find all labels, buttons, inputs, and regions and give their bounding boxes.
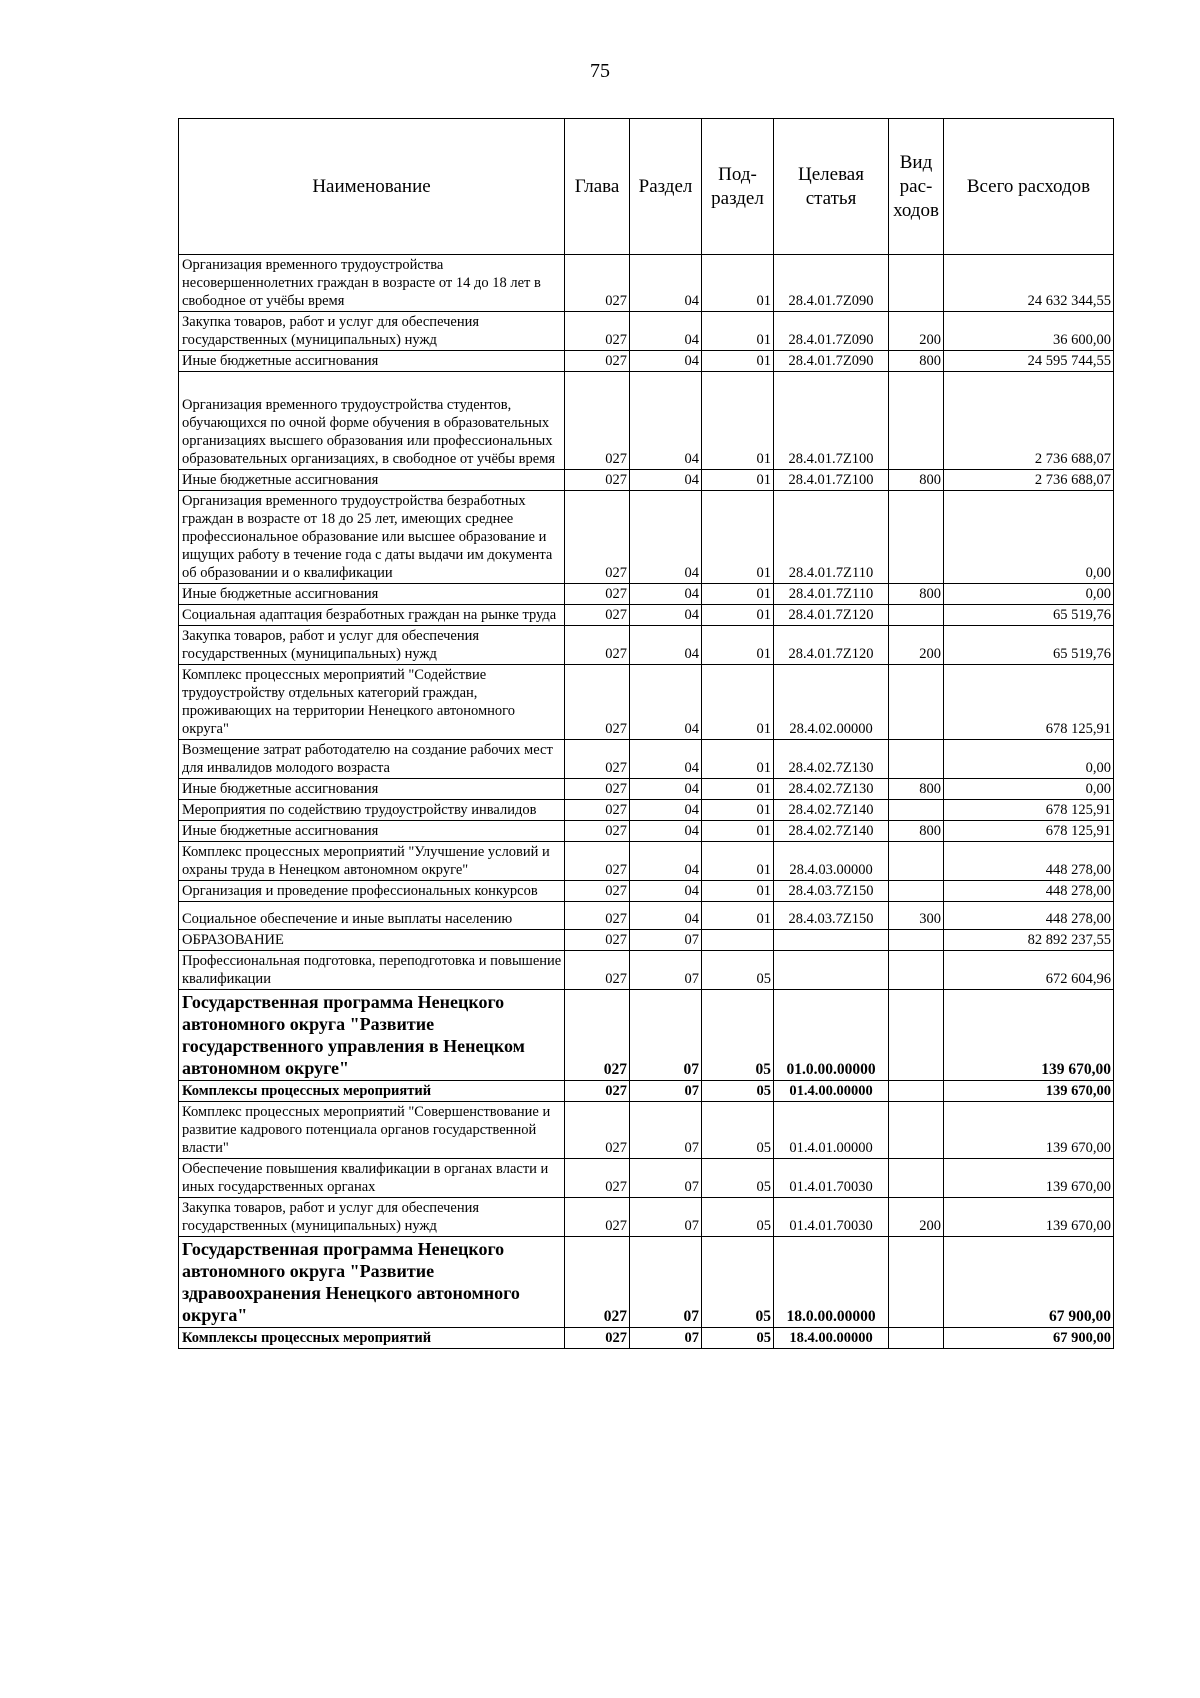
table-row [179, 881, 1114, 902]
table-row [179, 740, 1114, 779]
row-name: Государственная программа Ненецкого автономного округа "Развитие государственного управления в Ненецком автономном округе" [179, 990, 565, 1081]
row-glava: 027 [565, 584, 630, 605]
row-podrazdel: 01 [702, 902, 774, 930]
row-razdel: 04 [630, 842, 702, 881]
row-glava: 027 [565, 665, 630, 740]
row-total: 448 278,00 [944, 881, 1114, 902]
row-podrazdel: 01 [702, 351, 774, 372]
row-glava: 027 [565, 470, 630, 491]
page-number: 75 [590, 60, 610, 82]
row-glava: 027 [565, 605, 630, 626]
row-vid [889, 1237, 944, 1328]
row-name: Комплексы процессных мероприятий [179, 1081, 565, 1102]
row-total: 65 519,76 [944, 626, 1114, 665]
row-glava: 027 [565, 881, 630, 902]
row-podrazdel: 01 [702, 821, 774, 842]
row-podrazdel: 05 [702, 1328, 774, 1349]
row-statya: 01.4.01.70030 [774, 1159, 889, 1198]
row-vid [889, 1102, 944, 1159]
header-total: Всего расходов [944, 119, 1114, 255]
row-statya: 18.4.00.00000 [774, 1328, 889, 1349]
row-razdel: 07 [630, 1198, 702, 1237]
row-glava: 027 [565, 255, 630, 312]
row-name: Профессиональная подготовка, переподготовка и повышение квалификации [179, 951, 565, 990]
table-row [179, 1328, 1114, 1349]
row-razdel: 04 [630, 470, 702, 491]
row-total: 139 670,00 [944, 1159, 1114, 1198]
row-razdel: 07 [630, 951, 702, 990]
row-name: Комплексы процессных мероприятий [179, 1328, 565, 1349]
row-name: Закупка товаров, работ и услуг для обеспечения государственных (муниципальных) нужд [179, 312, 565, 351]
row-razdel: 04 [630, 881, 702, 902]
row-podrazdel: 01 [702, 665, 774, 740]
row-razdel: 04 [630, 740, 702, 779]
row-podrazdel: 01 [702, 584, 774, 605]
row-glava: 027 [565, 902, 630, 930]
row-vid [889, 951, 944, 990]
table-row [179, 902, 1114, 930]
row-glava: 027 [565, 1081, 630, 1102]
row-podrazdel: 01 [702, 470, 774, 491]
row-name: Организация временного трудоустройства безработных граждан в возрасте от 18 до 25 лет, имеющих среднее профессиональное образование или высшее образование и ищущих работу в течение года с даты выдачи им документа об образовании и о квалификации [179, 491, 565, 584]
row-podrazdel: 01 [702, 372, 774, 470]
row-podrazdel [702, 930, 774, 951]
table-row [179, 1237, 1114, 1328]
row-total: 672 604,96 [944, 951, 1114, 990]
header-row [179, 119, 1114, 255]
row-razdel: 04 [630, 372, 702, 470]
row-statya: 28.4.02.7Z140 [774, 821, 889, 842]
row-name: Социальное обеспечение и иные выплаты населению [179, 902, 565, 930]
row-vid [889, 800, 944, 821]
row-razdel: 07 [630, 1328, 702, 1349]
row-podrazdel: 01 [702, 626, 774, 665]
row-razdel: 07 [630, 1159, 702, 1198]
row-razdel: 07 [630, 1237, 702, 1328]
row-razdel: 04 [630, 902, 702, 930]
row-total: 678 125,91 [944, 800, 1114, 821]
header-glava: Глава [565, 119, 630, 255]
row-podrazdel: 05 [702, 1102, 774, 1159]
row-total: 36 600,00 [944, 312, 1114, 351]
row-statya [774, 930, 889, 951]
row-name: Комплекс процессных мероприятий "Совершенствование и развитие кадрового потенциала органов государственной власти" [179, 1102, 565, 1159]
row-name: Государственная программа Ненецкого автономного округа "Развитие здравоохранения Ненецкого автономного округа" [179, 1237, 565, 1328]
row-vid: 800 [889, 584, 944, 605]
row-name: Комплекс процессных мероприятий "Улучшение условий и охраны труда в Ненецком автономном округе" [179, 842, 565, 881]
row-razdel: 07 [630, 990, 702, 1081]
row-razdel: 04 [630, 605, 702, 626]
row-glava: 027 [565, 491, 630, 584]
row-podrazdel: 01 [702, 255, 774, 312]
row-statya: 28.4.02.7Z130 [774, 740, 889, 779]
row-glava: 027 [565, 740, 630, 779]
row-razdel: 04 [630, 312, 702, 351]
row-podrazdel: 05 [702, 951, 774, 990]
row-statya: 28.4.01.7Z100 [774, 372, 889, 470]
row-glava: 027 [565, 1159, 630, 1198]
table-row [179, 1198, 1114, 1237]
row-glava: 027 [565, 1328, 630, 1349]
row-total: 0,00 [944, 491, 1114, 584]
row-vid [889, 1328, 944, 1349]
row-name: Закупка товаров, работ и услуг для обеспечения государственных (муниципальных) нужд [179, 1198, 565, 1237]
row-total: 65 519,76 [944, 605, 1114, 626]
table-row [179, 821, 1114, 842]
row-total: 0,00 [944, 584, 1114, 605]
row-statya: 28.4.01.7Z090 [774, 312, 889, 351]
row-name: Возмещение затрат работодателю на создание рабочих мест для инвалидов молодого возраста [179, 740, 565, 779]
table-row [179, 1102, 1114, 1159]
row-vid [889, 1081, 944, 1102]
row-statya: 28.4.03.00000 [774, 842, 889, 881]
row-total: 24 595 744,55 [944, 351, 1114, 372]
row-razdel: 07 [630, 1102, 702, 1159]
row-podrazdel: 01 [702, 312, 774, 351]
row-total: 0,00 [944, 740, 1114, 779]
table-row [179, 951, 1114, 990]
row-podrazdel: 01 [702, 881, 774, 902]
row-total: 67 900,00 [944, 1237, 1114, 1328]
table-row [179, 930, 1114, 951]
row-glava: 027 [565, 930, 630, 951]
row-podrazdel: 05 [702, 990, 774, 1081]
table-row [179, 990, 1114, 1081]
row-total: 67 900,00 [944, 1328, 1114, 1349]
table-row [179, 372, 1114, 470]
row-vid [889, 881, 944, 902]
row-vid [889, 605, 944, 626]
row-statya: 28.4.01.7Z120 [774, 605, 889, 626]
row-vid: 200 [889, 1198, 944, 1237]
row-statya: 28.4.01.7Z090 [774, 351, 889, 372]
row-razdel: 04 [630, 779, 702, 800]
row-podrazdel: 05 [702, 1237, 774, 1328]
row-statya [774, 951, 889, 990]
row-podrazdel: 05 [702, 1159, 774, 1198]
table-row [179, 312, 1114, 351]
row-glava: 027 [565, 1198, 630, 1237]
row-podrazdel: 01 [702, 842, 774, 881]
row-name: Иные бюджетные ассигнования [179, 779, 565, 800]
row-podrazdel: 05 [702, 1081, 774, 1102]
row-total: 678 125,91 [944, 821, 1114, 842]
row-name: Организация временного трудоустройства студентов, обучающихся по очной форме обучения в образовательных организациях высшего образования или профессиональных образовательных организациях, в свободное от учёбы время [179, 372, 565, 470]
row-name: Организация и проведение профессиональных конкурсов [179, 881, 565, 902]
table-row [179, 779, 1114, 800]
row-glava: 027 [565, 842, 630, 881]
row-glava: 027 [565, 1237, 630, 1328]
header-razdel: Раздел [630, 119, 702, 255]
row-razdel: 04 [630, 491, 702, 584]
row-razdel: 04 [630, 351, 702, 372]
table-row [179, 1159, 1114, 1198]
row-name: Социальная адаптация безработных граждан на рынке труда [179, 605, 565, 626]
row-glava: 027 [565, 821, 630, 842]
table-row [179, 470, 1114, 491]
row-razdel: 07 [630, 930, 702, 951]
row-razdel: 04 [630, 821, 702, 842]
row-glava: 027 [565, 626, 630, 665]
row-vid [889, 990, 944, 1081]
row-razdel: 04 [630, 665, 702, 740]
budget-table [178, 118, 1114, 1349]
row-glava: 027 [565, 372, 630, 470]
row-statya: 01.0.00.00000 [774, 990, 889, 1081]
row-vid: 800 [889, 470, 944, 491]
header-name: Наименование [179, 119, 565, 255]
row-vid: 200 [889, 626, 944, 665]
row-statya: 28.4.01.7Z110 [774, 491, 889, 584]
table-row [179, 626, 1114, 665]
row-vid: 800 [889, 351, 944, 372]
row-podrazdel: 01 [702, 800, 774, 821]
row-name: Иные бюджетные ассигнования [179, 470, 565, 491]
table-row [179, 665, 1114, 740]
table-row [179, 584, 1114, 605]
table-row [179, 800, 1114, 821]
row-razdel: 07 [630, 1081, 702, 1102]
row-vid [889, 740, 944, 779]
row-podrazdel: 01 [702, 605, 774, 626]
row-name: Обеспечение повышения квалификации в органах власти и иных государственных органах [179, 1159, 565, 1198]
row-total: 139 670,00 [944, 1081, 1114, 1102]
row-name: ОБРАЗОВАНИЕ [179, 930, 565, 951]
row-glava: 027 [565, 990, 630, 1081]
row-total: 139 670,00 [944, 1198, 1114, 1237]
row-glava: 027 [565, 351, 630, 372]
row-glava: 027 [565, 779, 630, 800]
row-total: 82 892 237,55 [944, 930, 1114, 951]
row-name: Иные бюджетные ассигнования [179, 351, 565, 372]
row-name: Организация временного трудоустройства несовершеннолетних граждан в возрасте от 14 до 18 лет в свободное от учёбы время [179, 255, 565, 312]
row-statya: 28.4.02.7Z140 [774, 800, 889, 821]
header-statya: Целевая статья [774, 119, 889, 255]
row-statya: 28.4.03.7Z150 [774, 902, 889, 930]
header-podrazdel: Под- раздел [702, 119, 774, 255]
row-statya: 01.4.00.00000 [774, 1081, 889, 1102]
row-name: Иные бюджетные ассигнования [179, 821, 565, 842]
row-statya: 01.4.01.00000 [774, 1102, 889, 1159]
row-glava: 027 [565, 312, 630, 351]
row-name: Комплекс процессных мероприятий "Содействие трудоустройству отдельных категорий граждан, проживающих на территории Ненецкого автономного округа" [179, 665, 565, 740]
row-vid: 300 [889, 902, 944, 930]
table-row [179, 842, 1114, 881]
row-vid [889, 665, 944, 740]
row-razdel: 04 [630, 255, 702, 312]
row-statya: 28.4.03.7Z150 [774, 881, 889, 902]
row-total: 448 278,00 [944, 842, 1114, 881]
row-total: 24 632 344,55 [944, 255, 1114, 312]
row-total: 678 125,91 [944, 665, 1114, 740]
header-vid: Вид рас- ходов [889, 119, 944, 255]
row-vid [889, 930, 944, 951]
row-vid [889, 372, 944, 470]
row-vid [889, 255, 944, 312]
row-razdel: 04 [630, 800, 702, 821]
row-statya: 28.4.01.7Z110 [774, 584, 889, 605]
row-total: 2 736 688,07 [944, 372, 1114, 470]
row-razdel: 04 [630, 584, 702, 605]
row-statya: 28.4.01.7Z120 [774, 626, 889, 665]
row-total: 0,00 [944, 779, 1114, 800]
row-statya: 28.4.02.00000 [774, 665, 889, 740]
row-statya: 18.0.00.00000 [774, 1237, 889, 1328]
row-vid [889, 842, 944, 881]
row-statya: 28.4.02.7Z130 [774, 779, 889, 800]
row-name: Иные бюджетные ассигнования [179, 584, 565, 605]
row-vid: 200 [889, 312, 944, 351]
table-row [179, 1081, 1114, 1102]
table-row [179, 351, 1114, 372]
row-vid: 800 [889, 779, 944, 800]
row-podrazdel: 01 [702, 491, 774, 584]
row-total: 2 736 688,07 [944, 470, 1114, 491]
row-total: 448 278,00 [944, 902, 1114, 930]
table-row [179, 491, 1114, 584]
row-total: 139 670,00 [944, 990, 1114, 1081]
table-row [179, 255, 1114, 312]
row-name: Мероприятия по содействию трудоустройству инвалидов [179, 800, 565, 821]
row-podrazdel: 01 [702, 779, 774, 800]
row-razdel: 04 [630, 626, 702, 665]
row-name: Закупка товаров, работ и услуг для обеспечения государственных (муниципальных) нужд [179, 626, 565, 665]
row-glava: 027 [565, 800, 630, 821]
row-statya: 01.4.01.70030 [774, 1198, 889, 1237]
row-vid [889, 1159, 944, 1198]
row-total: 139 670,00 [944, 1102, 1114, 1159]
row-vid: 800 [889, 821, 944, 842]
row-podrazdel: 01 [702, 740, 774, 779]
row-podrazdel: 05 [702, 1198, 774, 1237]
row-glava: 027 [565, 1102, 630, 1159]
row-glava: 027 [565, 951, 630, 990]
row-vid [889, 491, 944, 584]
table-row [179, 605, 1114, 626]
row-statya: 28.4.01.7Z100 [774, 470, 889, 491]
row-statya: 28.4.01.7Z090 [774, 255, 889, 312]
